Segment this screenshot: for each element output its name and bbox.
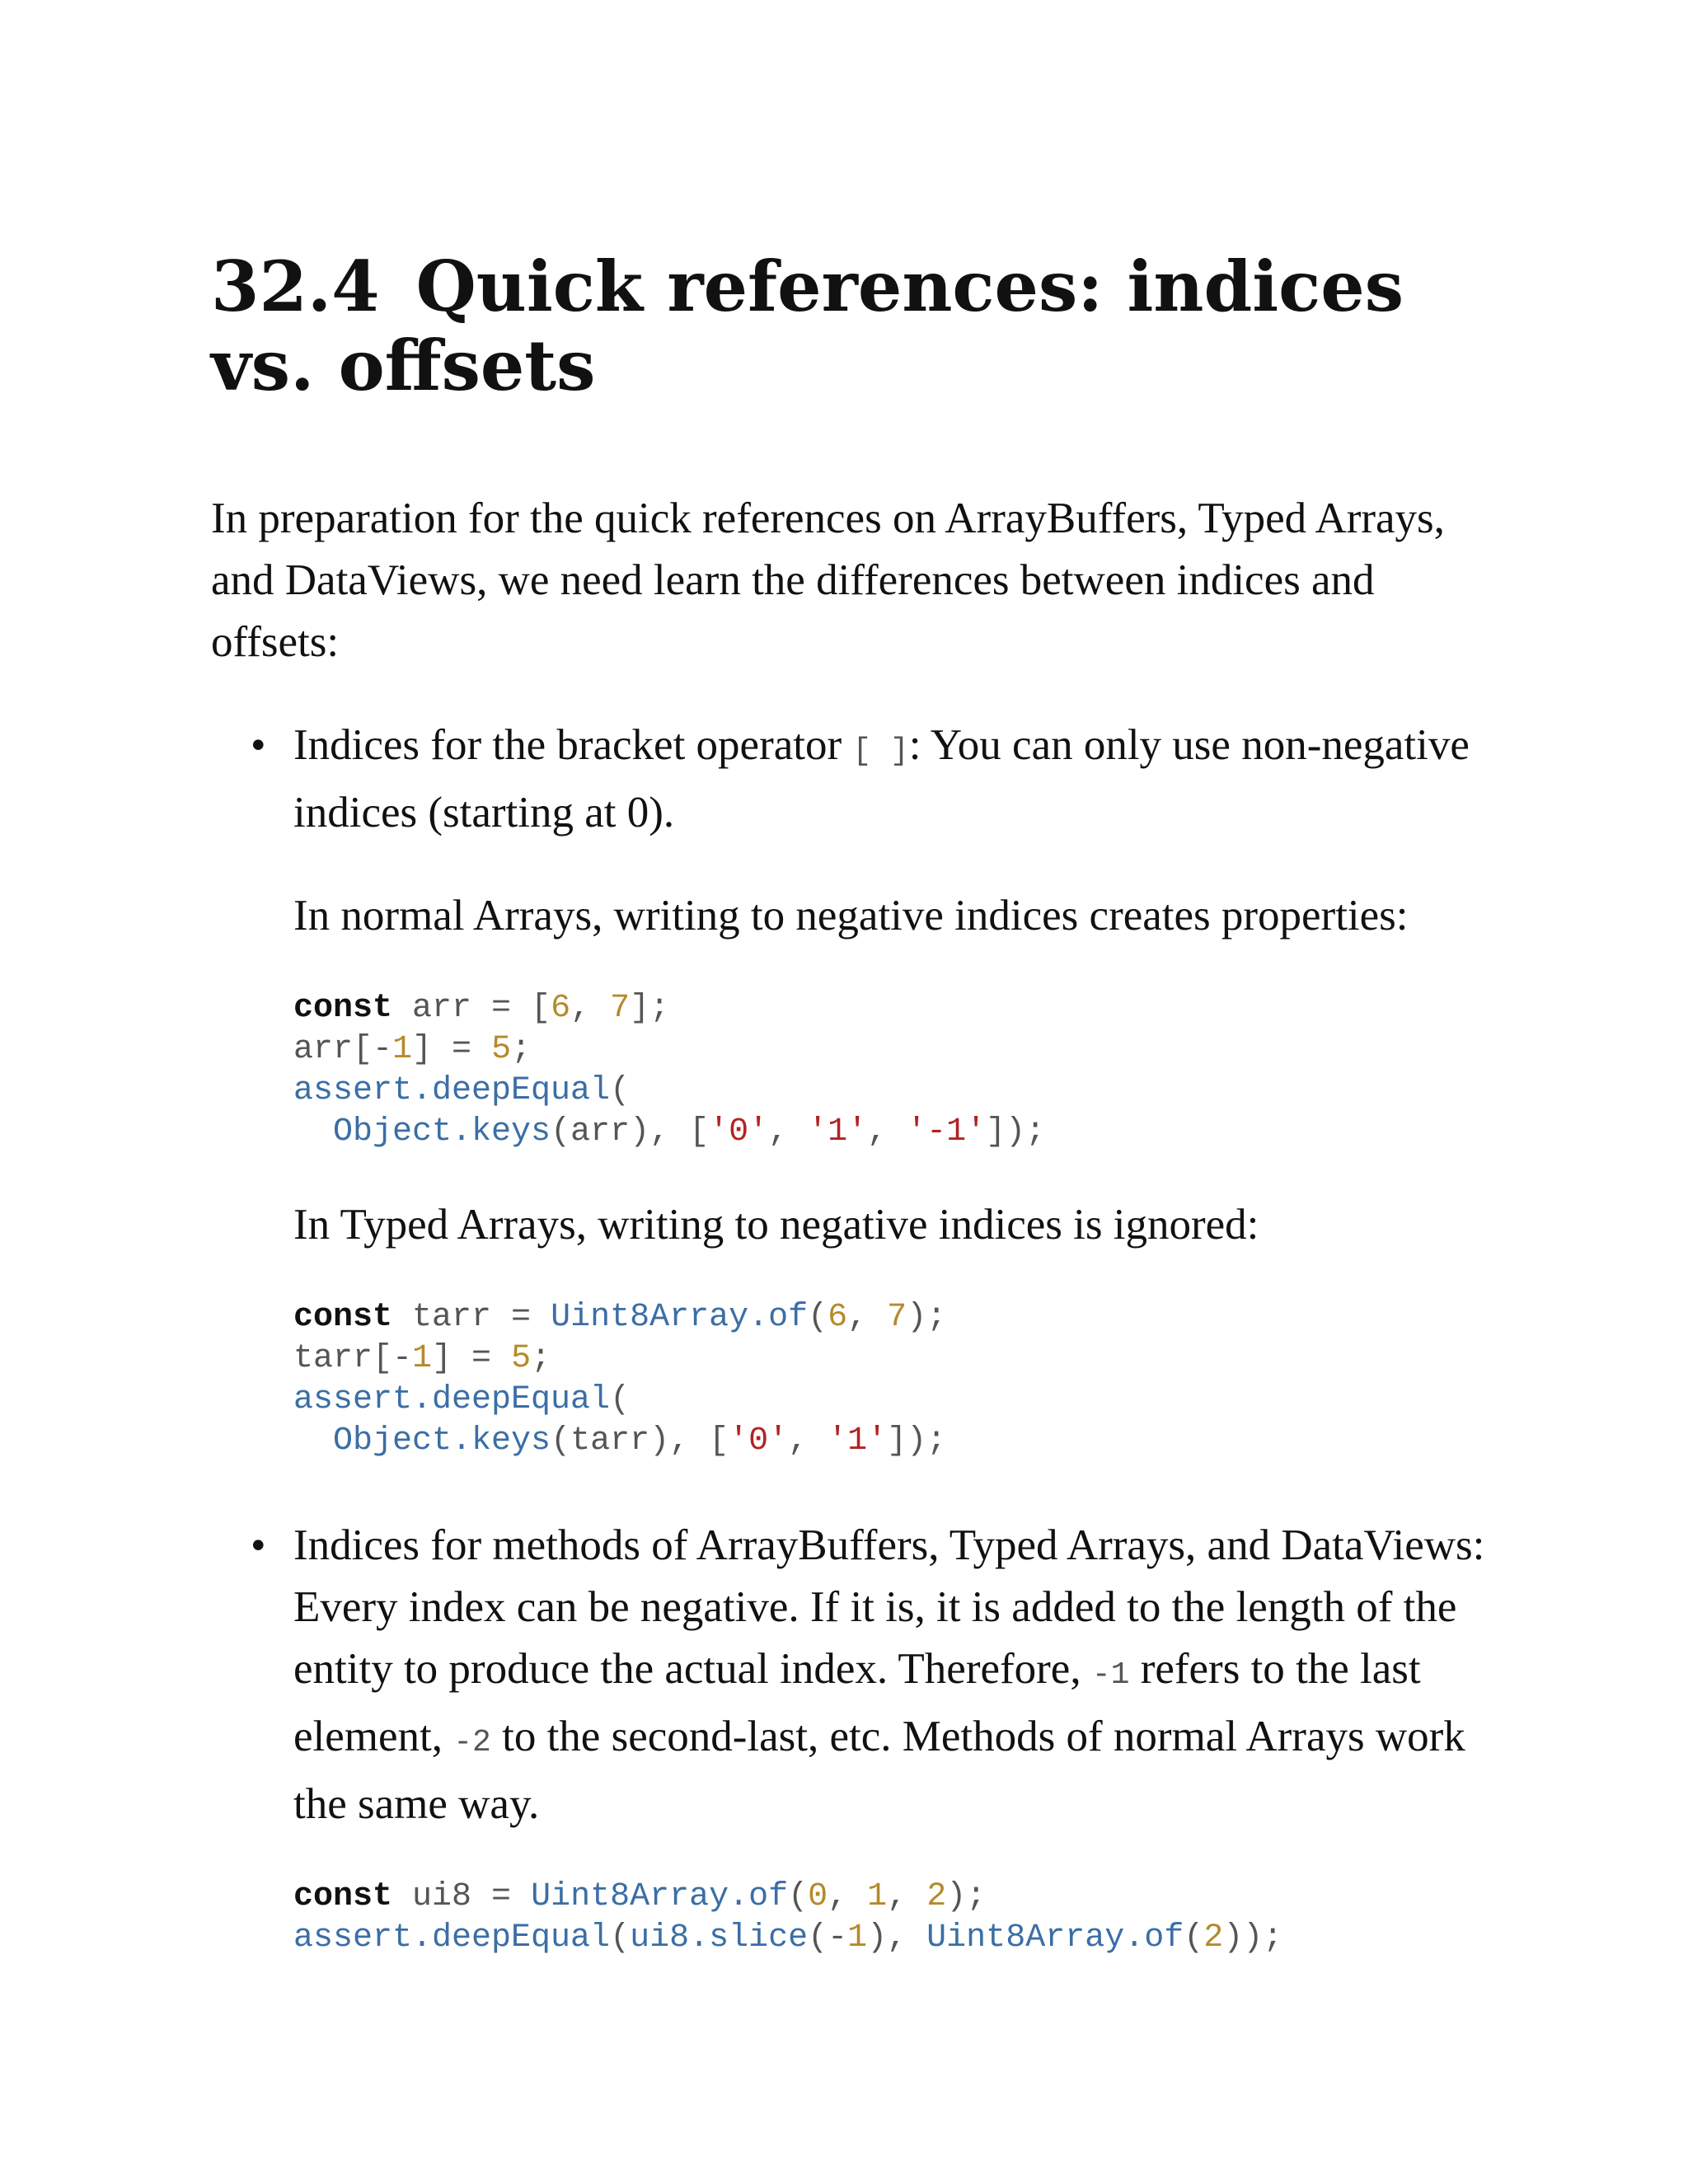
bullet1-para3: In Typed Arrays, writing to negative indices is ignored: [293,1201,1259,1249]
code-line: assert.deepEqual(ui8.slice(-1), Uint8Array.of(2)); [293,1919,1283,1957]
bullet1-text-after: : You can only use non-negative indices (starting at 0). [293,721,1470,837]
section-title-line2: vs. offsets [211,325,596,406]
list-item [211,1515,1497,1959]
bullet-icon: • [251,721,266,769]
code-line: const arr = [6, 7]; [293,990,670,1027]
code-block-3 [293,1877,1497,1959]
inline-code: -2 [453,1725,491,1760]
code-line: const tarr = Uint8Array.of(6, 7); [293,1299,947,1336]
bullet1-para2: In normal Arrays, writing to negative indices creates properties: [293,892,1409,940]
inline-code: [ ] [852,733,909,769]
bullet-icon: • [251,1521,266,1569]
code-line: tarr[-1] = 5; [293,1340,551,1377]
bullet2-text2: refers to the last element, [293,1645,1421,1760]
code-line: assert.deepEqual( [293,1381,631,1418]
code-line: assert.deepEqual( [293,1072,631,1109]
inline-code: -1 [1091,1657,1130,1693]
list-item [211,715,1497,1462]
code-line: Object.keys(arr), ['0', '1', '-1']); [333,1113,1046,1151]
section-title-line1: Quick references: indices [415,246,1404,327]
bullet2-text1: Indices for methods of ArrayBuffers, Typed Arrays, and DataViews: Every index can be negative. If it is, it is added to the length of the entity to produce the actual index. Therefore, [293,1521,1485,1693]
bullet1-text-before: Indices for the bracket operator [293,721,853,769]
code-line: arr[-1] = 5; [293,1031,532,1068]
page-content [211,247,1497,1959]
bullet2-paragraph [293,1515,1497,1835]
section-heading [211,247,1497,405]
section-number: 32.4 [211,246,380,327]
code-block-2 [293,1297,1497,1462]
bullet-list [211,715,1497,1959]
bullet1-paragraph [293,715,1497,844]
bullet2-text3: to the second-last, etc. Methods of normal Arrays work the same way. [293,1713,1465,1828]
code-line: Object.keys(tarr), ['0', '1']); [333,1422,947,1460]
code-line: const ui8 = Uint8Array.of(0, 1, 2); [293,1878,987,1915]
intro-paragraph: In preparation for the quick references on ArrayBuffers, Typed Arrays, and DataViews, we need learn the differences between indices and offsets: [211,494,1445,666]
code-block-1 [293,988,1497,1153]
